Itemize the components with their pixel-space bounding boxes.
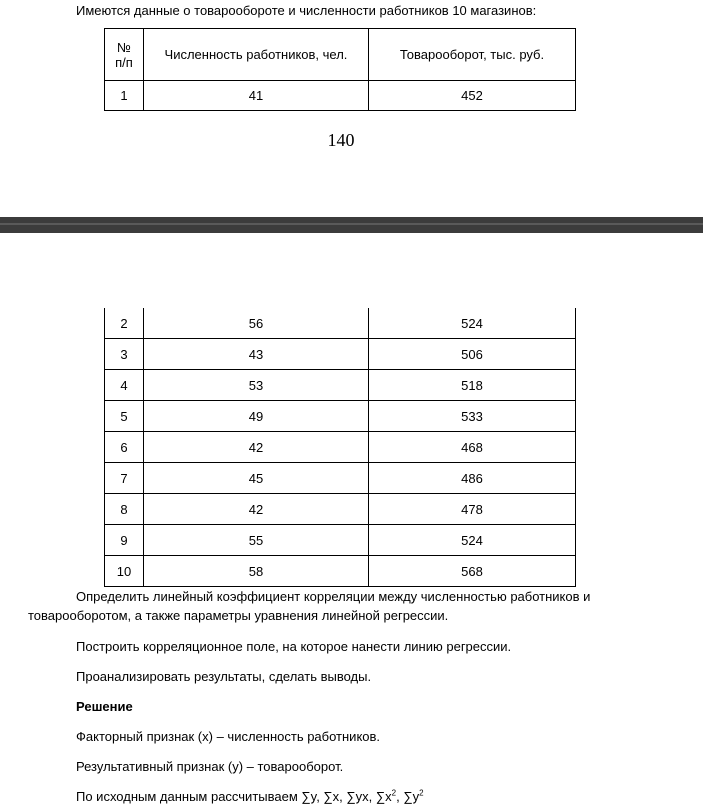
table-row [105, 432, 576, 463]
header-number-line1: № [117, 39, 131, 55]
cell-turnover: 518 [369, 370, 576, 401]
task-line-1: Определить линейный коэффициент корреляции между численностью работников и [76, 589, 591, 604]
intro-text: Имеются данные о товарообороте и численности работников 10 магазинов: [76, 3, 537, 18]
cell-number: 7 [105, 463, 144, 494]
header-number [105, 29, 144, 81]
cell-turnover: 533 [369, 401, 576, 432]
cell-workers: 49 [144, 401, 369, 432]
cell-number: 8 [105, 494, 144, 525]
table-row [105, 81, 576, 111]
cell-number: 5 [105, 401, 144, 432]
cell-turnover: 468 [369, 432, 576, 463]
page-break-separator [0, 217, 703, 233]
table-header-row [105, 29, 576, 81]
table-row [105, 494, 576, 525]
table-row [105, 463, 576, 494]
header-workers: Численность работников, чел. [144, 29, 369, 81]
superscript-2: 2 [419, 788, 424, 798]
header-turnover: Товарооборот, тыс. руб. [369, 29, 576, 81]
calculation-line [76, 789, 424, 804]
cell-number: 4 [105, 370, 144, 401]
cell-number: 2 [105, 308, 144, 339]
calc-prefix: По исходным данным рассчитываем ∑y, ∑x, ∑yx, ∑x [76, 789, 392, 804]
cell-turnover: 478 [369, 494, 576, 525]
cell-turnover: 524 [369, 525, 576, 556]
cell-workers: 43 [144, 339, 369, 370]
cell-turnover: 506 [369, 339, 576, 370]
cell-workers: 41 [144, 81, 369, 111]
cell-number: 3 [105, 339, 144, 370]
cell-number: 10 [105, 556, 144, 587]
cell-turnover: 486 [369, 463, 576, 494]
cell-workers: 45 [144, 463, 369, 494]
cell-workers: 55 [144, 525, 369, 556]
task-paragraph [28, 589, 668, 623]
table-row [105, 339, 576, 370]
cell-workers: 56 [144, 308, 369, 339]
table-row [105, 308, 576, 339]
cell-workers: 42 [144, 494, 369, 525]
cell-workers: 42 [144, 432, 369, 463]
cell-workers: 58 [144, 556, 369, 587]
cell-number: 9 [105, 525, 144, 556]
factor-definition: Факторный признак (x) – численность работников. [76, 729, 381, 744]
cell-turnover: 568 [369, 556, 576, 587]
calc-sep: , ∑y [396, 789, 420, 804]
data-table-page1 [104, 28, 576, 111]
table-row [105, 556, 576, 587]
table-row [105, 401, 576, 432]
table-row [105, 370, 576, 401]
cell-turnover: 524 [369, 308, 576, 339]
cell-turnover: 452 [369, 81, 576, 111]
cell-number: 1 [105, 81, 144, 111]
task-line-2: товарооборотом, а также параметры уравнения линейной регрессии. [28, 608, 449, 623]
task-analysis: Проанализировать результаты, сделать выводы. [76, 669, 372, 684]
cell-workers: 53 [144, 370, 369, 401]
task-regression-plot: Построить корреляционное поле, на которое нанести линию регрессии. [76, 639, 512, 654]
solution-heading: Решение [76, 699, 133, 714]
header-number-line2: п/п [115, 54, 133, 70]
result-definition: Результативный признак (y) – товарооборот. [76, 759, 344, 774]
superscript-2: 2 [391, 788, 397, 798]
table-row [105, 525, 576, 556]
data-table-page2 [104, 308, 576, 587]
cell-number: 6 [105, 432, 144, 463]
page-number: 140 [327, 130, 355, 150]
